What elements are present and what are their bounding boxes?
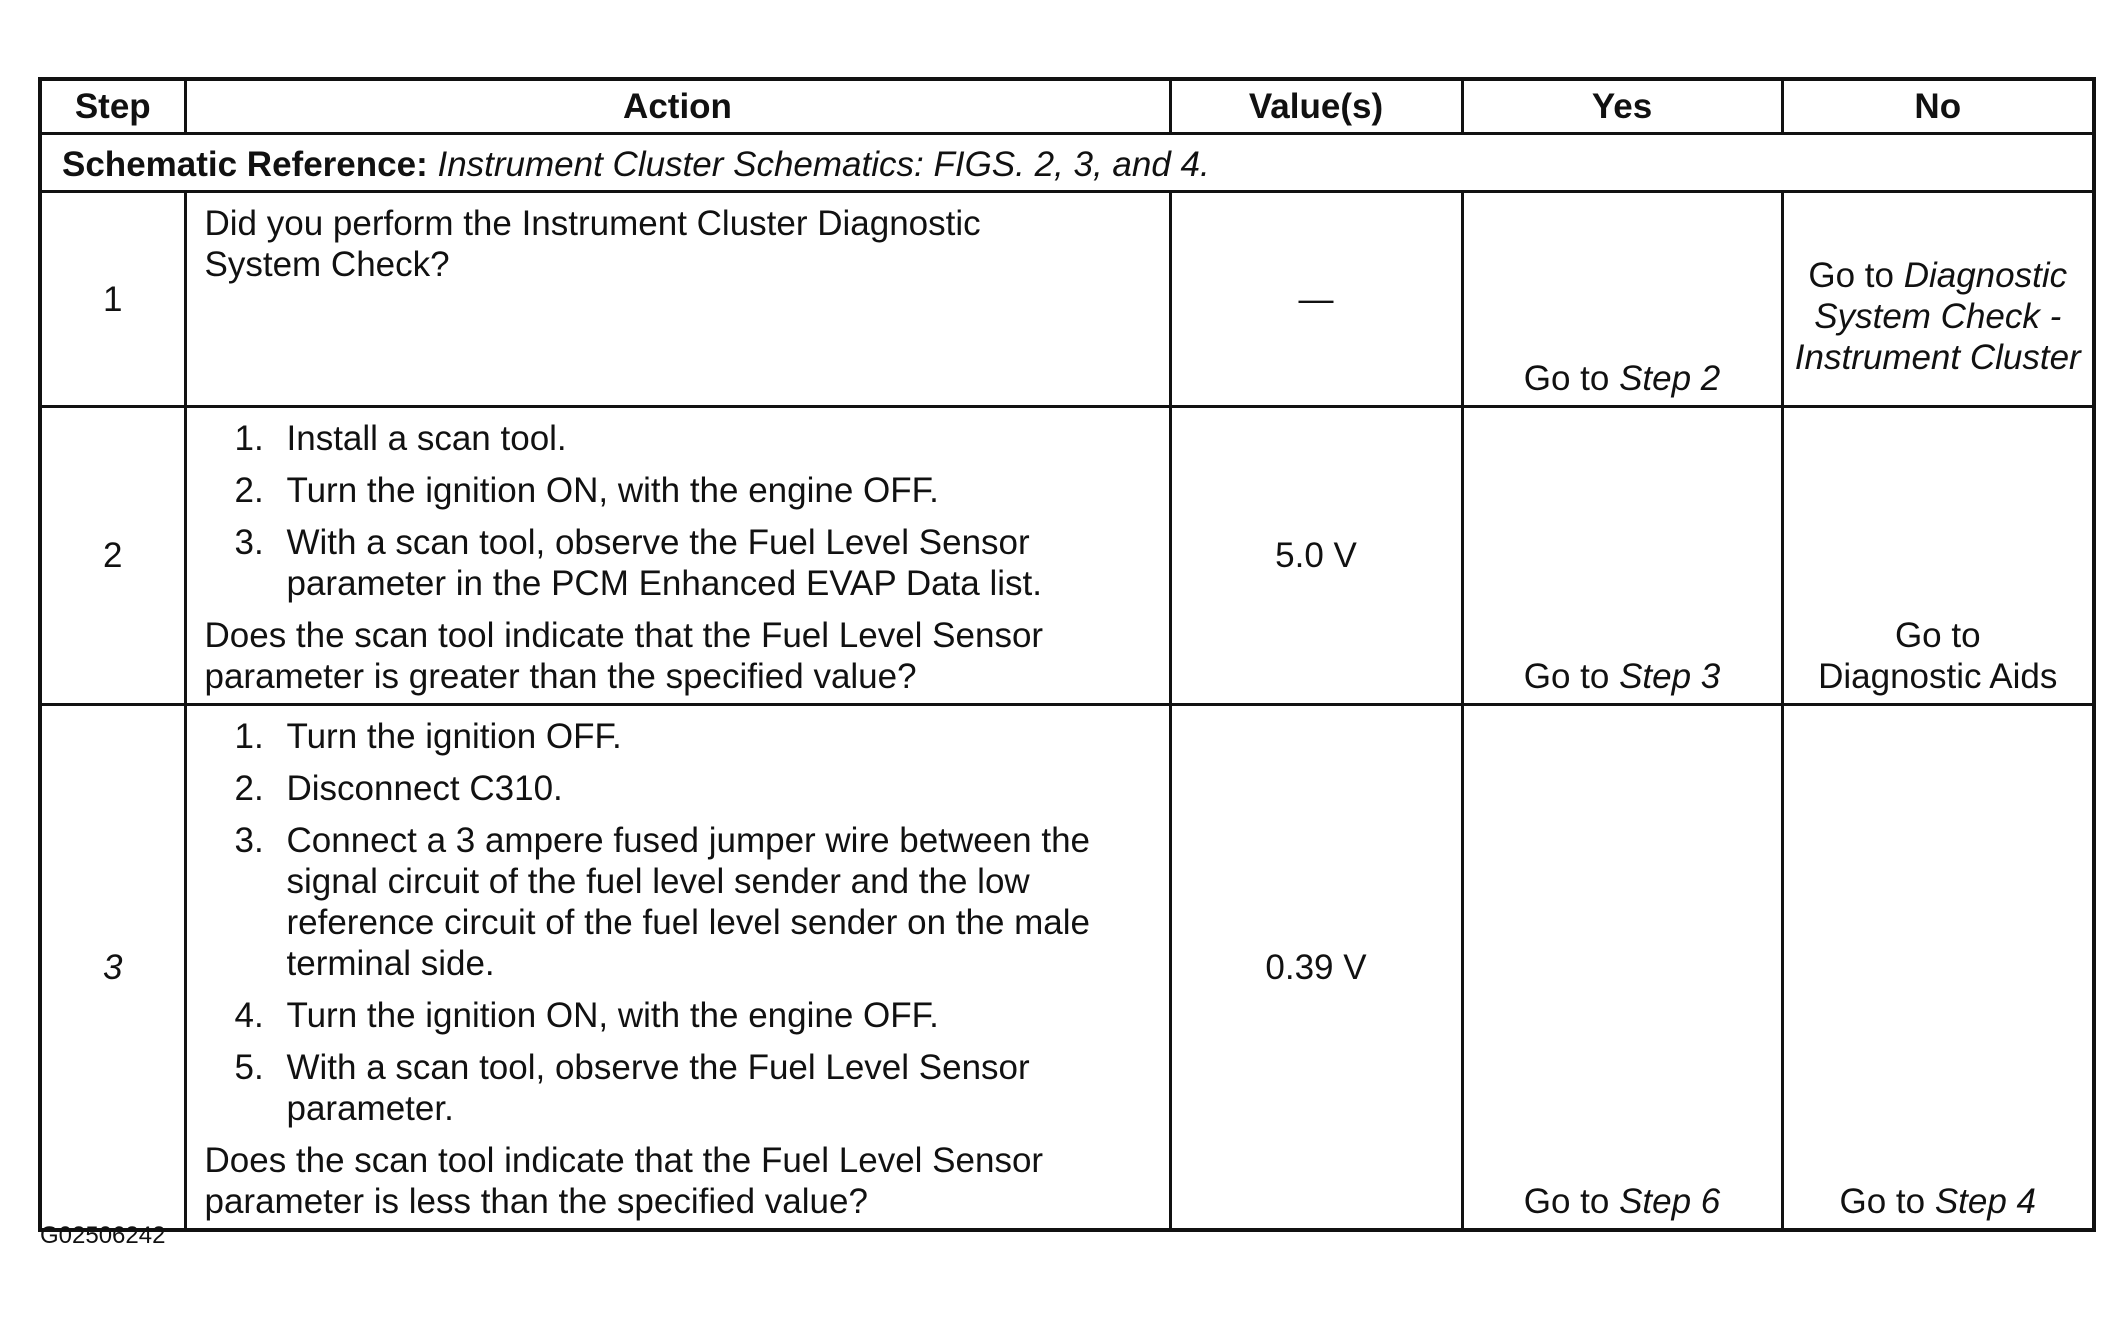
procedure-number: 4.: [234, 996, 264, 1035]
procedure-item: [205, 995, 1155, 1036]
value-cell: 5.0 V: [1170, 407, 1462, 705]
header-values: Value(s): [1170, 79, 1462, 134]
no-cell: [1782, 705, 2094, 1231]
action-cell: [185, 192, 1170, 407]
procedure-list: [205, 418, 1155, 604]
procedure-item: [205, 768, 1155, 809]
action-text: Did you perform the Instrument Cluster Diagnostic System Check?: [204, 204, 981, 284]
procedure-item: [205, 418, 1155, 459]
procedure-number: 3.: [234, 523, 264, 562]
schematic-reference-label: Schematic Reference:: [62, 145, 428, 184]
no-cell: Go to Diagnostic Aids: [1782, 407, 2094, 705]
yes-cell: [1462, 192, 1782, 407]
procedure-item: [205, 716, 1155, 757]
no-target: Step 4: [1934, 1182, 2037, 1221]
action-cell: [185, 705, 1170, 1231]
procedure-text: Install a scan tool.: [286, 419, 567, 458]
question-text: Does the scan tool indicate that the Fuel Level Sensor parameter is less than the specified value?: [204, 1141, 1044, 1221]
header-step: Step: [40, 79, 185, 134]
header-yes: Yes: [1462, 79, 1782, 134]
procedure-item: [205, 470, 1155, 511]
value-cell: —: [1170, 192, 1462, 407]
procedure-number: 2.: [234, 769, 264, 808]
yes-prefix: Go to: [1523, 359, 1620, 398]
procedure-number: 2.: [234, 471, 264, 510]
yes-target: Step 6: [1619, 1182, 1721, 1221]
procedure-item: [205, 820, 1147, 984]
yes-prefix: Go to: [1523, 657, 1620, 696]
procedure-number: 3.: [234, 821, 264, 860]
no-cell: [1782, 192, 2094, 407]
no-prefix: Go to: [1808, 255, 1904, 295]
table-row: [40, 192, 2094, 407]
procedure-text: Turn the ignition ON, with the engine OFF.: [286, 471, 939, 510]
diagnostic-table: [38, 77, 2096, 1232]
procedure-item: [205, 522, 1067, 604]
yes-cell: [1462, 407, 1782, 705]
procedure-item: [205, 1047, 1067, 1129]
procedure-number: 5.: [234, 1048, 264, 1087]
procedure-text: Turn the ignition ON, with the engine OFF.: [286, 996, 939, 1035]
procedure-number: 1.: [234, 717, 264, 756]
procedure-text: Disconnect C310.: [286, 769, 563, 808]
no-prefix: Go to: [1839, 1182, 1935, 1221]
step-number: 2: [40, 407, 185, 705]
value-cell: 0.39 V: [1170, 705, 1462, 1231]
yes-prefix: Go to: [1523, 1182, 1620, 1221]
schematic-reference-cell: [40, 134, 2094, 192]
procedure-text: Connect a 3 ampere fused jumper wire between the signal circuit of the fuel level sender and the low reference circuit of the fuel level sender on the male terminal side.: [286, 821, 1091, 983]
step-number: 3: [40, 705, 185, 1231]
table-row: [40, 407, 2094, 705]
table-row: [40, 705, 2094, 1231]
yes-target: Step 3: [1619, 657, 1721, 696]
header-row: [40, 79, 2094, 134]
step-number: 1: [40, 192, 185, 407]
action-cell: [185, 407, 1170, 705]
figure-id: G02506242: [40, 1222, 166, 1249]
no-target: Diagnostic System Check - Instrument Cluster: [1794, 255, 2081, 377]
header-no: No: [1782, 79, 2094, 134]
yes-target: Step 2: [1619, 359, 1721, 398]
procedure-text: With a scan tool, observe the Fuel Level Sensor parameter.: [286, 1048, 1030, 1128]
schematic-reference-row: [40, 134, 2094, 192]
header-action: Action: [185, 79, 1170, 134]
procedure-text: With a scan tool, observe the Fuel Level Sensor parameter in the PCM Enhanced EVAP Data list.: [286, 523, 1042, 603]
procedure-number: 1.: [234, 419, 264, 458]
yes-cell: [1462, 705, 1782, 1231]
question-text: Does the scan tool indicate that the Fuel Level Sensor parameter is greater than the specified value?: [204, 616, 1044, 696]
procedure-text: Turn the ignition OFF.: [286, 717, 622, 756]
procedure-list: [205, 716, 1155, 1129]
schematic-reference-text: Instrument Cluster Schematics: FIGS. 2, 3, and 4.: [437, 145, 1210, 184]
